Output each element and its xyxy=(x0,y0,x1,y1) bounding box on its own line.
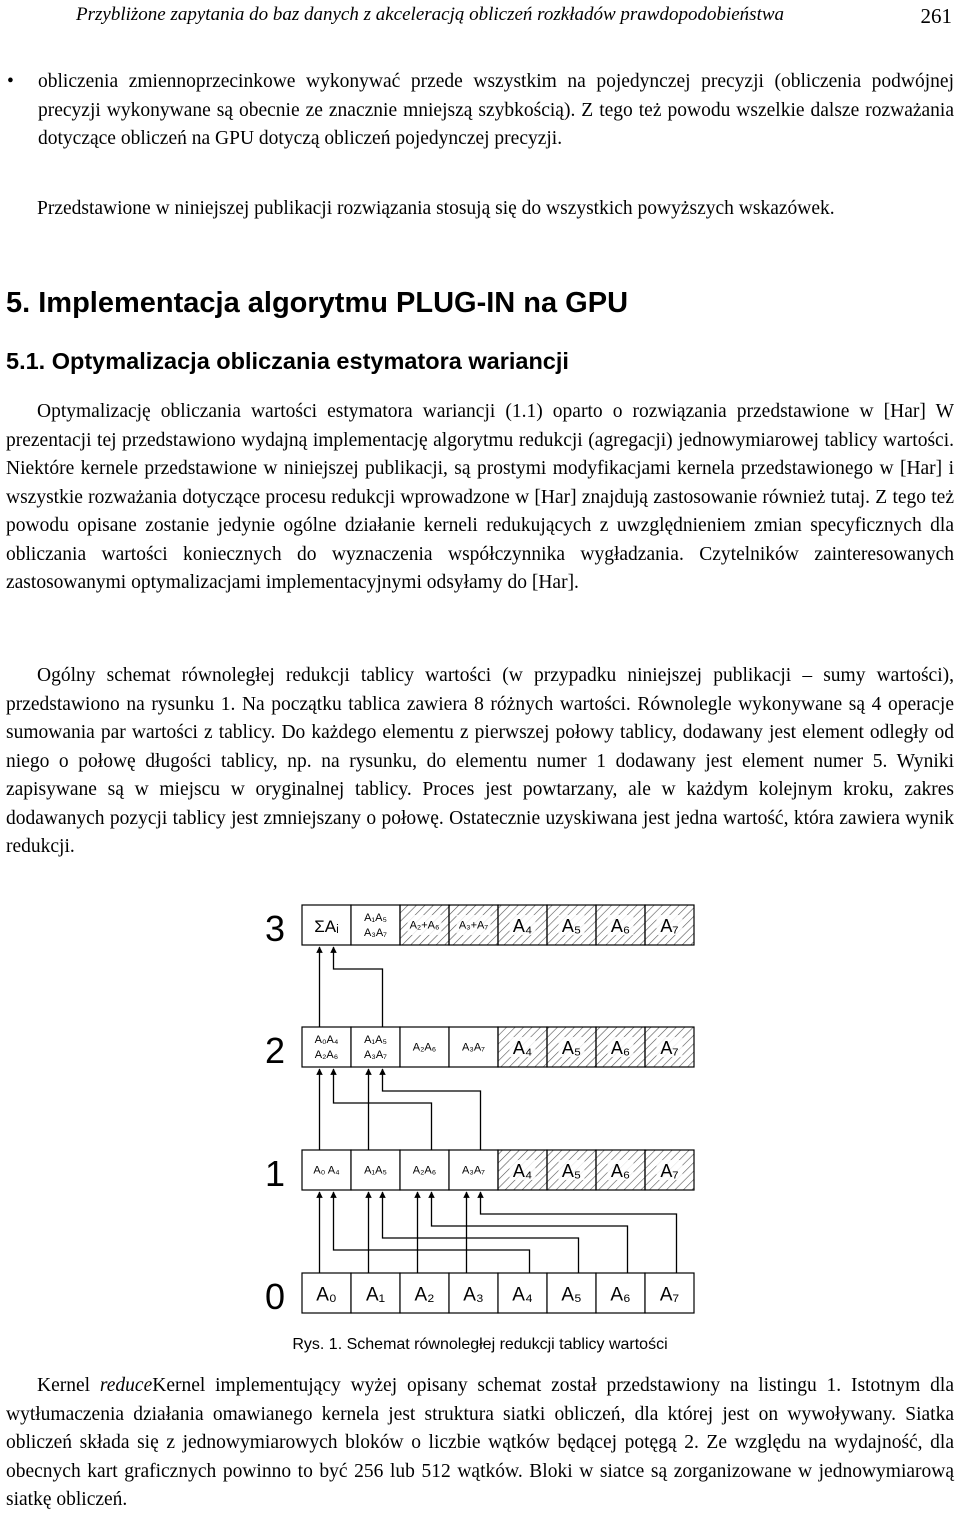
paragraph-2-text: Optymalizację obliczania wartości estymatora wariancji (1.1) oparto o rozwiązania przedstawione w [Har] W prezentacji tej przedstawiono wydajną implementację algorytmu redukcji (agregacji) jednowymiarowej tablicy wartości. Niektóre kernele przedstawione w niniejszej publikacji, są prostymi modyfikacjami kernela przedstawionego w [Har] i wszystkie rozważania dotyczące procesu redukcji wprowadzone w [Har] znajdują zastosowanie również tutaj. Z tego też powodu opisane zostanie jedynie ogólne działanie kerneli redukujących z uwzględnieniem zmian specyficznych dla obliczania wartości koniecznych do wyznaczenia współczynnika wygładzania. Czytelników zainteresowanych zastosowanymi optymalizacjami implementacyjnymi odsyłamy do [Har]. xyxy=(6,401,954,593)
paragraph-4 xyxy=(6,1372,954,1515)
bullet-dot-icon: • xyxy=(7,71,14,92)
cell-label: A₇ xyxy=(660,1038,679,1058)
cell-label: A₅ xyxy=(561,1161,582,1181)
cell-label: A₅ xyxy=(561,1038,582,1058)
cell-label: A₆ xyxy=(610,1038,631,1058)
cell-label: A₄ xyxy=(512,1284,533,1306)
cell-label: A₀ A₄ xyxy=(313,1164,340,1177)
cell-label: A₄ xyxy=(512,1038,533,1058)
paragraph-1 xyxy=(6,195,954,223)
cell-label: A₂A₆ xyxy=(314,1049,339,1061)
cell-label: A₂+A₆ xyxy=(409,919,440,932)
rows-layer xyxy=(265,905,694,1317)
cell-label: A₇ xyxy=(659,1284,680,1306)
running-header xyxy=(76,4,952,28)
paragraph-4-before: Kernel xyxy=(37,1375,100,1396)
paragraph-4-after: Kernel implementujący wyżej opisany schemat został przedstawiony na listingu 1. Istotnym dla wytłumaczenia działania omawianego kernela jest struktura siatki obliczeń, dla której jest on wywoływany. Siatka obliczeń składa się z jednowymiarowych bloków o liczbie wątków będącej potęgą 2. Ze względu na wydajność, dla obecnych kart graficznych powinno to być 256 lub 512 wątków. Bloki w siatce są zorganizowane w jednowymiarową siatkę obliczeń. xyxy=(6,1375,954,1510)
array-cell xyxy=(351,905,400,945)
bullet-item xyxy=(7,68,954,154)
cell-label: A₃A₇ xyxy=(462,1164,485,1177)
cell-label: A₆ xyxy=(610,1284,631,1306)
cell-label: A₇ xyxy=(660,1161,679,1181)
cell-label: A₃ xyxy=(463,1284,484,1306)
paragraph-1-text: Przedstawione w niniejszej publikacji rozwiązania stosują się do wszystkich powyższych wskazówek. xyxy=(37,198,835,219)
cell-label: A₅ xyxy=(561,1284,582,1306)
arrows-layer xyxy=(320,947,677,1273)
cell-label: A₂ xyxy=(414,1284,435,1306)
figure-caption: Rys. 1. Schemat równoległej redukcji tablicy wartości xyxy=(292,1336,668,1353)
step-label: 3 xyxy=(265,908,286,949)
array-cell xyxy=(302,1027,351,1067)
reduction-figure xyxy=(265,895,705,1330)
cell-label: A₃A₇ xyxy=(364,1049,387,1061)
cell-label: A₇ xyxy=(660,916,679,936)
cell-label: A₀ xyxy=(316,1284,337,1306)
cell-label: A₆ xyxy=(610,1161,631,1181)
reduction-arrow xyxy=(334,947,383,1027)
cell-label: A₆ xyxy=(610,916,631,936)
cell-label: A₃A₇ xyxy=(364,927,387,939)
page-number: 261 xyxy=(920,4,952,28)
paragraph-2 xyxy=(6,398,954,598)
cell-label: A₀A₄ xyxy=(314,1034,339,1046)
cell-label: A₁ xyxy=(365,1284,386,1306)
cell-label: A₄ xyxy=(512,1161,533,1181)
bullet-text: obliczenia zmiennoprzecinkowe wykonywać przede wszystkim na pojedynczej precyzji (obliczenia podwójnej precyzji wykonywane są obecnie ze znacznie mniejszą szybkością). Z tego też powodu wszelkie dalsze rozważania dotyczące obliczeń na GPU dotyczą obliczeń pojedynczej precyzji. xyxy=(38,71,954,149)
cell-label: A₂A₆ xyxy=(412,1041,437,1054)
cell-label: A₃A₇ xyxy=(462,1041,485,1054)
cell-label: A₂A₆ xyxy=(412,1164,437,1177)
cell-label: A₁A₅ xyxy=(364,1164,387,1177)
subsection-heading: 5.1. Optymalizacja obliczania estymatora wariancji xyxy=(6,348,569,374)
cell-label: A₁A₅ xyxy=(364,1034,387,1046)
step-label: 0 xyxy=(265,1276,286,1317)
cell-label: ΣAᵢ xyxy=(314,917,339,936)
step-label: 1 xyxy=(265,1153,286,1194)
cell-label: A₁A₅ xyxy=(364,912,387,924)
paragraph-3 xyxy=(6,662,954,862)
cell-label: A₃+A₇ xyxy=(458,919,489,932)
cell-label: A₅ xyxy=(561,916,582,936)
header-title: Przybliżone zapytania do baz danych z akceleracją obliczeń rozkładów prawdopodobieństwa xyxy=(76,4,785,25)
array-cell xyxy=(351,1027,400,1067)
paragraph-4-italic: reduce xyxy=(99,1375,153,1396)
section-heading: 5. Implementacja algorytmu PLUG-IN na GPU xyxy=(6,287,629,319)
reduction-diagram xyxy=(265,895,705,1330)
step-label: 2 xyxy=(265,1030,286,1071)
cell-label: A₄ xyxy=(512,916,533,936)
paragraph-3-text: Ogólny schemat równoległej redukcji tablicy wartości (w przypadku niniejszej publikacji – sumy wartości), przedstawiono na rysunku 1. Na początku tablica zawiera 8 różnych wartości. Równolegle wykonywane są 4 operacje sumowania par wartości z tablicy. Do każdego elementu z pierwszej połowy tablicy, dodawany jest element odległy od niego o połowę długości tablicy, np. na rysunku, do elementu numer 1 dodawany jest element numer 5. Wyniki zapisywane są w miejscu w oryginalnej tablicy. Proces jest powtarzany, ale w każdym kolejnym kroku, zakres dodawanych pozycji tablicy jest zmniejszany o połowę. Ostatecznie uzyskiwana jest jedna wartość, która zawiera wynik redukcji. xyxy=(6,665,954,857)
